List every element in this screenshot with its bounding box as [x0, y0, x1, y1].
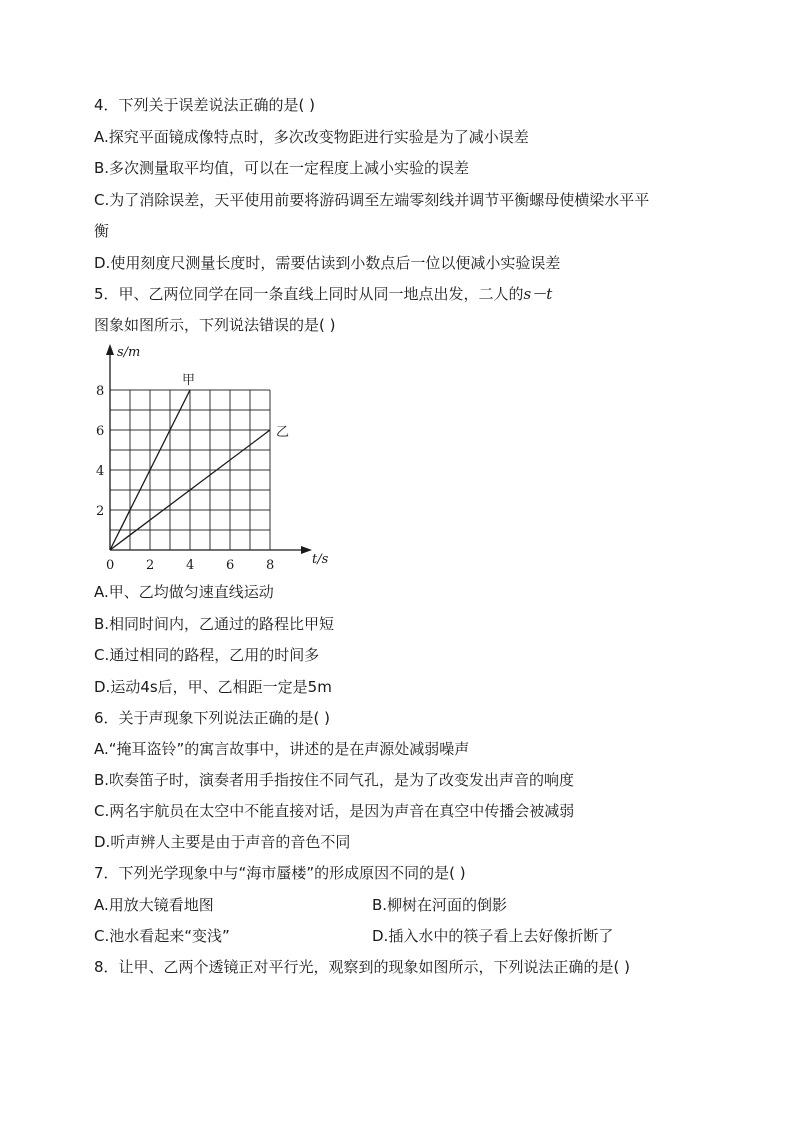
q5-option-d: D.运动4s后，甲、乙相距一定是5m	[94, 678, 332, 696]
q4-option-c-line1: C.为了消除误差，天平使用前要将游码调至左端零刻线并调节平衡螺母使横梁水平平	[94, 191, 650, 209]
series-label-2: 乙	[276, 425, 290, 440]
y-tick-label: 8	[96, 384, 105, 399]
q7-stem: 7．下列光学现象中与“海市蜃楼”的形成原因不同的是( )	[94, 864, 466, 882]
y-tick-label: 4	[96, 464, 105, 479]
q4-option-c-line2: 衡	[94, 222, 110, 240]
x-tick-label: 2	[146, 558, 155, 573]
q5-option-c: C.通过相同的路程，乙用的时间多	[94, 646, 320, 664]
q8-stem: 8．让甲、乙两个透镜正对平行光，观察到的现象如图所示，下列说法正确的是( )	[94, 958, 631, 976]
q5-stem-text: 5．甲、乙两位同学在同一条直线上同时从同一地点出发，二人的	[94, 285, 524, 303]
q7-option-d: D.插入水中的筷子看上去好像折断了	[372, 927, 614, 945]
x-tick-label: 0	[106, 558, 115, 573]
x-tick-label: 4	[186, 558, 195, 573]
q6-option-b: B.吹奏笛子时，演奏者用手指按住不同气孔，是为了改变发出声音的响度	[94, 771, 575, 789]
q6-option-a: A.“掩耳盗铃”的寓言故事中，讲述的是在声源处减弱噪声	[94, 740, 470, 758]
series-label-1: 甲	[182, 373, 196, 388]
graph-axes	[106, 344, 312, 554]
q7-option-b: B.柳树在河面的倒影	[372, 896, 508, 914]
q5-stem-variable: s－t	[523, 285, 553, 303]
q7-option-a: A.用放大镜看地图	[94, 896, 214, 914]
q5-option-a: A.甲、乙均做匀速直线运动	[94, 583, 274, 601]
x-axis-arrow	[301, 546, 312, 554]
graph-grid	[110, 390, 270, 550]
q4-option-d: D.使用刻度尺测量长度时，需要估读到小数点后一位以便减小实验误差	[94, 254, 561, 272]
y-tick-label: 6	[96, 424, 105, 439]
q5-stem-line1	[94, 284, 552, 304]
q5-stem-line2: 图象如图所示，下列说法错误的是( )	[94, 316, 336, 334]
y-axis-label: s/m	[117, 345, 141, 360]
q7-option-c: C.池水看起来“变浅”	[94, 927, 230, 945]
graph-labels	[96, 345, 328, 573]
q4-option-a: A.探究平面镜成像特点时，多次改变物距进行实验是为了减小误差	[94, 128, 529, 146]
x-axis-label: t/s	[312, 552, 328, 567]
x-tick-label: 6	[226, 558, 235, 573]
q6-stem: 6．关于声现象下列说法正确的是( )	[94, 709, 331, 727]
q5-option-b: B.相同时间内，乙通过的路程比甲短	[94, 615, 335, 633]
y-axis-arrow	[106, 344, 114, 355]
q4-stem: 4．下列关于误差说法正确的是( )	[94, 96, 316, 114]
q6-option-d: D.听声辨人主要是由于声音的音色不同	[94, 833, 351, 851]
q6-option-c: C.两名宇航员在太空中不能直接对话，是因为声音在真空中传播会被减弱	[94, 802, 575, 820]
y-tick-label: 2	[96, 504, 105, 519]
x-tick-label: 8	[266, 558, 275, 573]
q4-option-b: B.多次测量取平均值，可以在一定程度上减小实验的误差	[94, 159, 470, 177]
st-graph	[88, 338, 328, 578]
